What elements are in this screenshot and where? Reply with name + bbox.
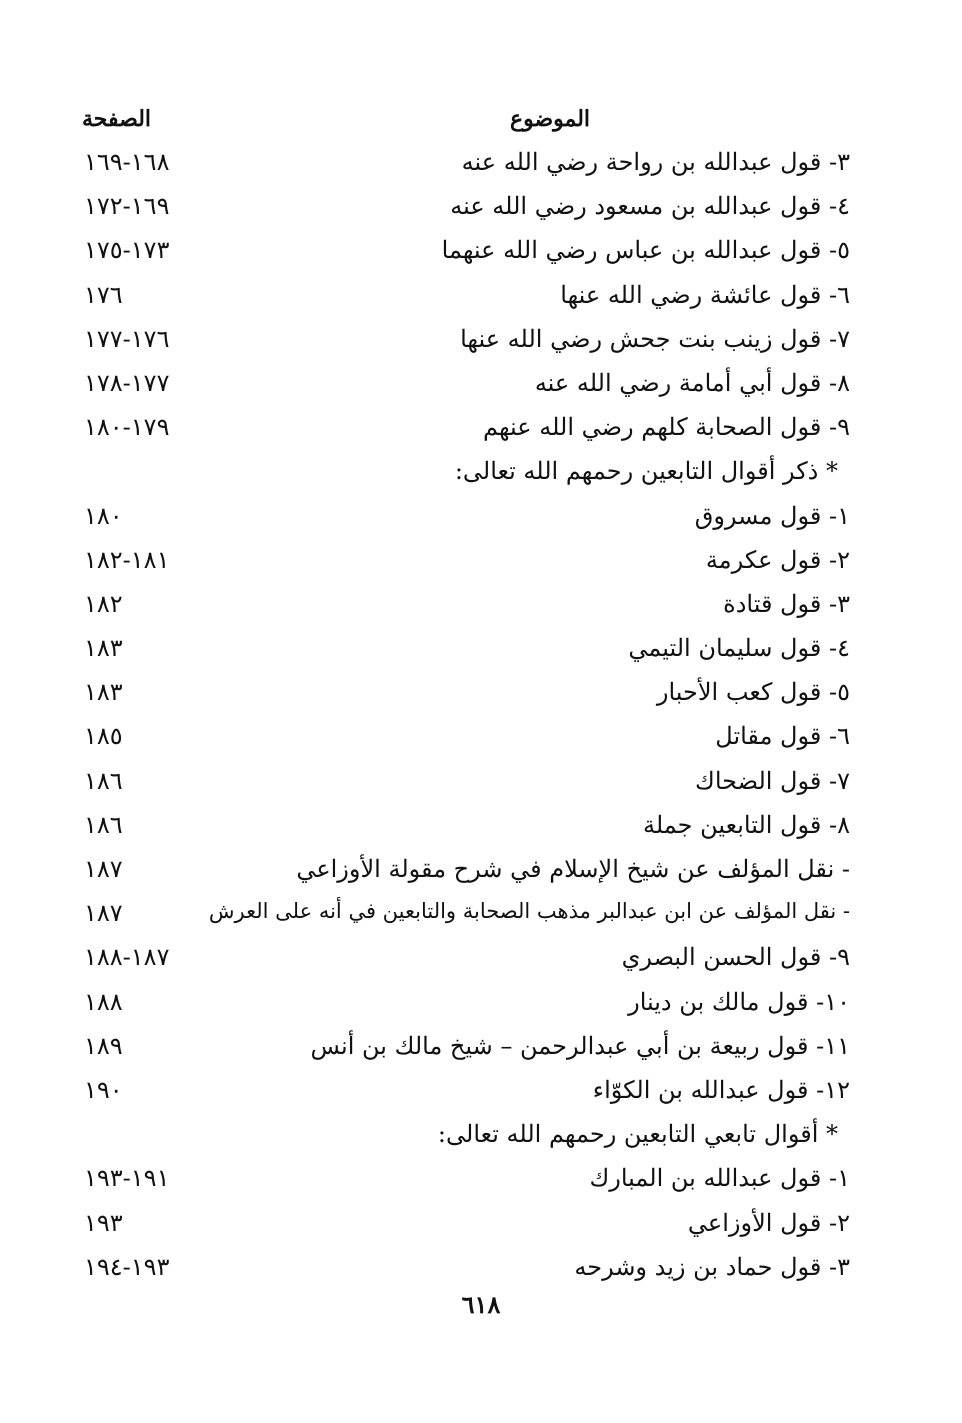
toc-row <box>0 144 962 188</box>
toc-topic: ٤- قول سليمان التيمي <box>628 634 850 663</box>
toc-pages: ١٨٠ <box>84 501 123 530</box>
toc-row <box>0 895 962 939</box>
toc-row <box>0 1249 962 1293</box>
toc-pages: ١٧٣-١٧٥ <box>84 236 170 265</box>
toc-pages: ١٨٧ <box>84 855 123 883</box>
toc-pages: ١٩٣-١٩٤ <box>84 1252 170 1281</box>
toc-topic: ٣- قول قتادة <box>723 589 850 618</box>
toc-topic: ٢- قول الأوزاعي <box>687 1208 850 1237</box>
toc-row <box>0 586 962 630</box>
toc-row <box>0 1205 962 1249</box>
toc-pages: ١٨٨ <box>84 987 123 1016</box>
toc-topic: ٧- قول الضحاك <box>695 766 850 795</box>
toc-pages: ١٨٧-١٨٨ <box>84 943 170 972</box>
toc-list <box>0 144 962 1293</box>
toc-topic: ٨- قول التابعين جملة <box>642 810 850 839</box>
toc-pages: ١٧٦-١٧٧ <box>84 324 170 353</box>
toc-row <box>0 984 962 1028</box>
toc-topic: ١- قول عبدالله بن المبارك <box>589 1164 850 1193</box>
toc-topic: ٣- قول حماد بن زيد وشرحه <box>574 1252 850 1281</box>
toc-row <box>0 674 962 718</box>
toc-topic: - نقل المؤلف عن ابن عبدالبر مذهب الصحابة والتابعين في أنه على العرش <box>208 899 850 924</box>
toc-topic: ٤- قول عبدالله بن مسعود رضي الله عنه <box>450 192 850 221</box>
toc-topic: ٩- قول الصحابة كلهم رضي الله عنهم <box>483 413 850 442</box>
toc-pages: ١٩١-١٩٣ <box>84 1164 170 1193</box>
toc-pages: ١٨١-١٨٢ <box>84 545 170 574</box>
toc-row <box>0 630 962 674</box>
toc-pages: ١٨٦ <box>84 810 123 839</box>
toc-pages: ١٨٣ <box>84 678 123 707</box>
toc-row <box>0 763 962 807</box>
toc-topic: ٩- قول الحسن البصري <box>621 943 850 972</box>
toc-pages: ١٧٦ <box>84 280 123 309</box>
toc-pages: ١٨٢ <box>84 589 123 618</box>
toc-pages: ١٩٠ <box>84 1075 123 1104</box>
toc-topic: ٣- قول عبدالله بن رواحة رضي الله عنه <box>461 148 850 176</box>
toc-pages: ١٨٩ <box>84 1031 123 1060</box>
toc-topic: ١٠- قول مالك بن دينار <box>628 987 850 1016</box>
toc-topic: ٥- قول كعب الأحبار <box>656 678 850 707</box>
toc-topic: ١٢- قول عبدالله بن الكوّاء <box>592 1075 850 1104</box>
toc-row <box>0 1028 962 1072</box>
toc-row <box>0 188 962 232</box>
toc-topic: ٥- قول عبدالله بن عباس رضي الله عنهما <box>441 236 850 265</box>
toc-header <box>0 106 962 146</box>
toc-section-heading <box>0 1116 962 1160</box>
toc-topic: ٢- قول عكرمة <box>705 545 850 574</box>
toc-section-title: * ذكر أقوال التابعين رحمهم الله تعالى: <box>454 457 838 486</box>
toc-pages: ١٨٧ <box>84 899 123 928</box>
toc-section-heading <box>0 453 962 497</box>
toc-row <box>0 365 962 409</box>
toc-pages: ١٦٩-١٧٢ <box>84 192 170 221</box>
topic-column-header: الموضوع <box>509 106 591 132</box>
toc-row <box>0 542 962 586</box>
toc-topic: ٧- قول زينب بنت جحش رضي الله عنها <box>460 324 850 353</box>
toc-pages: ١٨٦ <box>84 766 123 795</box>
toc-pages: ١٧٧-١٧٨ <box>84 368 170 397</box>
toc-topic: ٦- قول عائشة رضي الله عنها <box>560 280 850 309</box>
toc-topic: ٨- قول أبي أمامة رضي الله عنه <box>534 368 850 397</box>
toc-row <box>0 498 962 542</box>
toc-topic: ١١- قول ربيعة بن أبي عبدالرحمن – شيخ مالك بن أنس <box>310 1031 850 1060</box>
toc-row <box>0 851 962 895</box>
toc-row <box>0 277 962 321</box>
toc-section-title: * أقوال تابعي التابعين رحمهم الله تعالى: <box>437 1120 838 1149</box>
toc-pages: ١٨٣ <box>84 634 123 663</box>
toc-row <box>0 718 962 762</box>
toc-row <box>0 939 962 983</box>
toc-topic: ١- قول مسروق <box>694 501 850 530</box>
toc-topic: ٦- قول مقاتل <box>715 722 850 751</box>
toc-pages: ١٦٨-١٦٩ <box>84 148 170 176</box>
toc-pages: ١٩٣ <box>84 1208 123 1237</box>
toc-topic: - نقل المؤلف عن شيخ الإسلام في شرح مقولة الأوزاعي <box>296 855 850 883</box>
toc-row <box>0 321 962 365</box>
toc-row <box>0 232 962 276</box>
toc-row <box>0 1072 962 1116</box>
page-column-header: الصفحة <box>82 106 152 132</box>
toc-pages: ١٨٥ <box>84 722 123 751</box>
page-number: ٦١٨ <box>461 1290 501 1319</box>
toc-row <box>0 807 962 851</box>
toc-row <box>0 1160 962 1204</box>
toc-row <box>0 409 962 453</box>
toc-pages: ١٧٩-١٨٠ <box>84 413 170 442</box>
